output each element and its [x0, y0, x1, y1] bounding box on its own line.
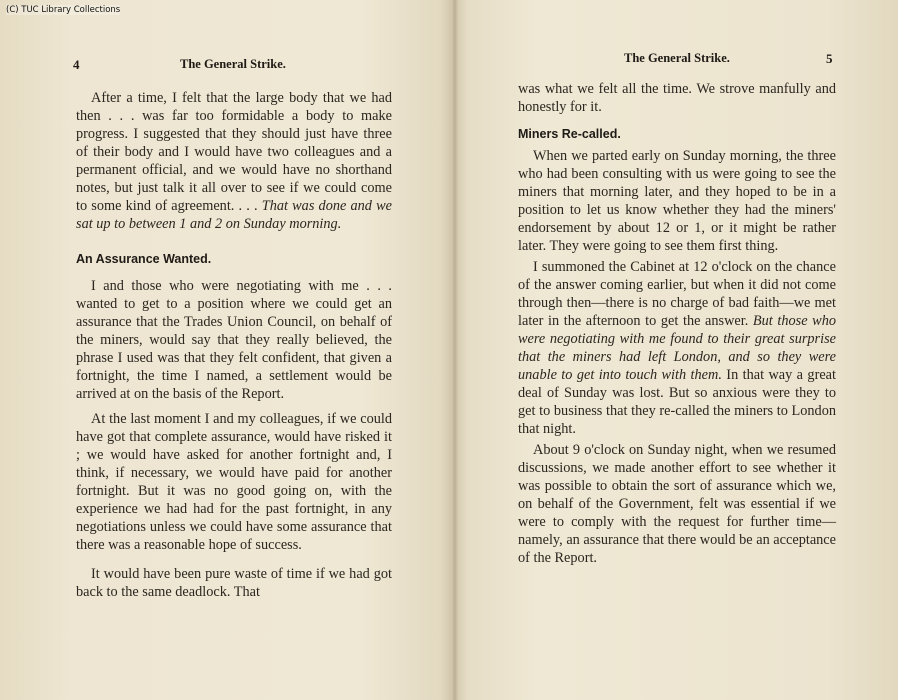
right-paragraph-0: was what we felt all the time. We strove manfully and honestly for it.: [518, 81, 836, 115]
right-running-head: The General Strike.: [624, 51, 730, 65]
left-running-head: The General Strike.: [180, 57, 286, 71]
right-paragraph-2-italic: But those who were negotiating with me found to their great surprise that the miners had left London, and so they were unable to get into touch with them.: [518, 313, 836, 383]
right-paragraph-2-end: In that way a great deal of Sunday was lost. But so anxious were they to get to business that they re-called the miners to London that night.: [518, 367, 836, 437]
subhead-assurance-wanted: An Assurance Wanted.: [76, 252, 212, 266]
collection-watermark: (C) TUC Library Collections: [6, 5, 121, 15]
left-paragraph-3: At the last moment I and my colleagues, if we could have got that complete assurance, would have risked it ; we would have asked for another fortnight and, I think, if necessary, we would have paid for another fortnight. But it was no good going on, with the experience we had had for the past fortnight, in any negotiations unless we could have some assurance that there was a reasonable hope of success.: [76, 411, 392, 553]
right-body: [518, 80, 836, 567]
left-paragraph-4: It would have been pure waste of time if we had got back to the same deadlock. That: [76, 566, 392, 600]
left-body: [76, 89, 392, 601]
left-paragraph-1-italic: That was done and we sat up to between 1 and 2 on Sunday morning.: [76, 198, 392, 232]
subhead-miners-recalled: Miners Re-called.: [518, 127, 621, 141]
left-paragraph-1-text: After a time, I felt that the large body that we had then . . . was far too formidable a body to make progress. I suggested that they should just have three of their body and I would have two colleagues and a permanent official, and we would have no shorthand notes, but just talk it all over to see if we could come to some kind of agreement. . . .: [76, 90, 392, 214]
right-paragraph-3: About 9 o'clock on Sunday night, when we resumed discussions, we made another effort to see whether it was possible to obtain the sort of assurance which we, on behalf of the Government, felt was essential if we were to comply with the request for further time—namely, an assurance that there would be an acceptance of the Report.: [518, 442, 836, 566]
left-page-number: 4: [73, 57, 80, 72]
right-paragraph-2-text: I summoned the Cabinet at 12 o'clock on the chance of the answer coming earlier, but when it did not come through then—there is no charge of bad faith—we met later in the afternoon to get the answer.: [518, 259, 836, 329]
left-paragraph-2: I and those who were negotiating with me . . . wanted to get to a position where we could get an assurance that the Trades Union Council, on behalf of the miners, would say that they really believed, the phrase I used was that they felt confident, that given a fortnight, the time I named, a settlement would be arrived at on the basis of the Report.: [76, 278, 392, 402]
right-paragraph-1: When we parted early on Sunday morning, the three who had been consulting with us were going to see the miners that morning later, and they hoped to be in a position to let us know whether they had the miners' endorsement by about 12 or 1, or it might be rather later. They were going to see them first thing.: [518, 148, 836, 254]
right-paragraph-2: [518, 258, 836, 438]
right-page: [458, 0, 898, 700]
right-page-number: 5: [826, 51, 833, 66]
left-paragraph-1: [76, 89, 392, 233]
